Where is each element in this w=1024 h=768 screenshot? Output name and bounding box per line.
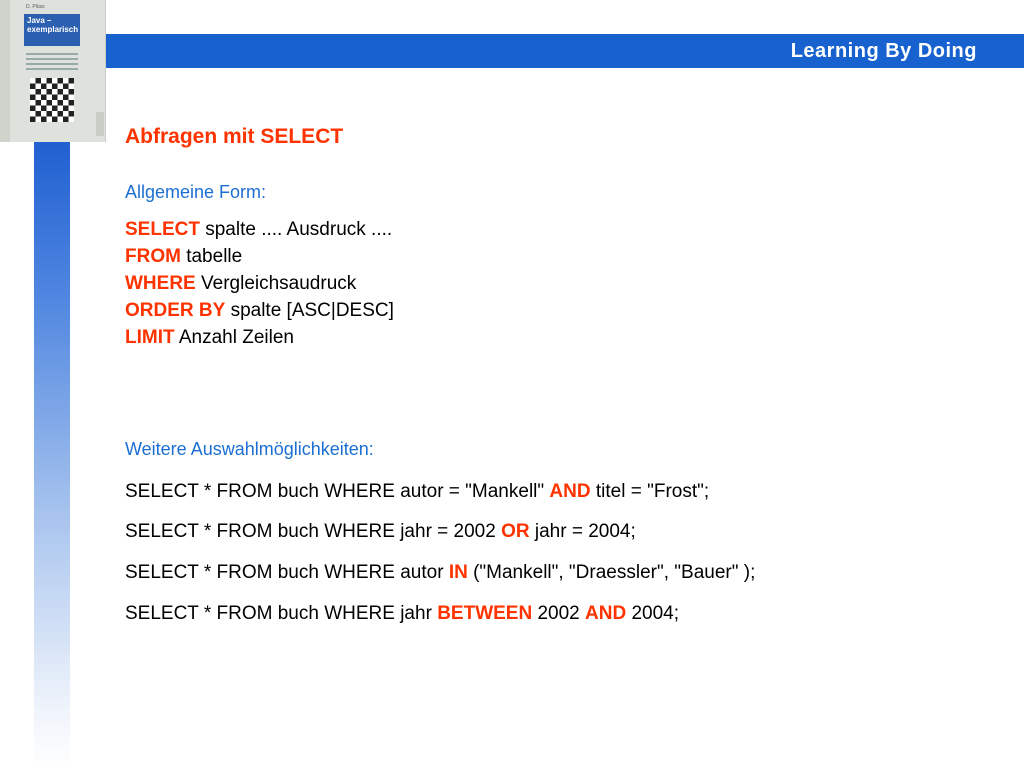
example-text: SELECT * FROM buch WHERE autor = "Mankell" (125, 481, 550, 502)
sql-keyword: LIMIT (125, 327, 175, 348)
example-text: ("Mankell", "Draessler", "Bauer" ); (467, 562, 756, 583)
general-form-line (125, 246, 242, 268)
general-form-line (125, 327, 294, 349)
example-text: SELECT * FROM buch WHERE jahr (125, 603, 438, 624)
sql-text: Vergleichsaudruck (195, 273, 357, 294)
example-query (125, 518, 636, 545)
sql-keyword: FROM (125, 246, 181, 267)
example-query (125, 478, 709, 505)
header-bar (104, 34, 1024, 68)
sql-keyword: ORDER BY (125, 300, 226, 321)
sql-keyword: IN (448, 562, 468, 583)
sql-text: Anzahl Zeilen (174, 327, 294, 348)
example-text: titel = "Frost"; (590, 481, 710, 502)
general-form-line (125, 219, 392, 241)
sql-keyword: WHERE (125, 273, 196, 294)
sql-keyword: SELECT (125, 219, 200, 240)
general-form-line (125, 273, 356, 295)
example-query (125, 600, 679, 627)
example-text: 2002 (532, 603, 586, 624)
example-text: SELECT * FROM buch WHERE jahr = 2002 (125, 521, 502, 542)
example-text: 2004; (626, 603, 680, 624)
sql-keyword: OR (501, 521, 530, 542)
example-text: SELECT * FROM buch WHERE autor (125, 562, 449, 583)
header-subtitle: Learning By Doing (790, 40, 977, 62)
book-text-lines (26, 50, 78, 74)
sql-keyword: BETWEEN (437, 603, 533, 624)
sql-keyword: AND (549, 481, 591, 502)
book-title: Java – exemplarisch (24, 14, 80, 46)
left-gradient-stripe (34, 140, 70, 768)
general-form-line (125, 300, 394, 322)
book-cover-image (0, 0, 106, 142)
book-spine (0, 0, 10, 142)
example-text: jahr = 2004; (529, 521, 636, 542)
more-options-heading: Weitere Auswahlmöglichkeiten: (125, 439, 374, 459)
slide-title: Abfragen mit SELECT (125, 125, 344, 148)
chessboard-icon (30, 78, 74, 122)
sql-text: spalte .... Ausdruck .... (199, 219, 393, 240)
sql-text: tabelle (180, 246, 243, 267)
book-author: D. Plüss (26, 4, 45, 10)
example-query (125, 559, 755, 586)
sql-text: spalte [ASC|DESC] (225, 300, 394, 321)
sql-keyword: AND (585, 603, 627, 624)
general-form-heading: Allgemeine Form: (125, 182, 267, 202)
publisher-logo (96, 112, 104, 136)
